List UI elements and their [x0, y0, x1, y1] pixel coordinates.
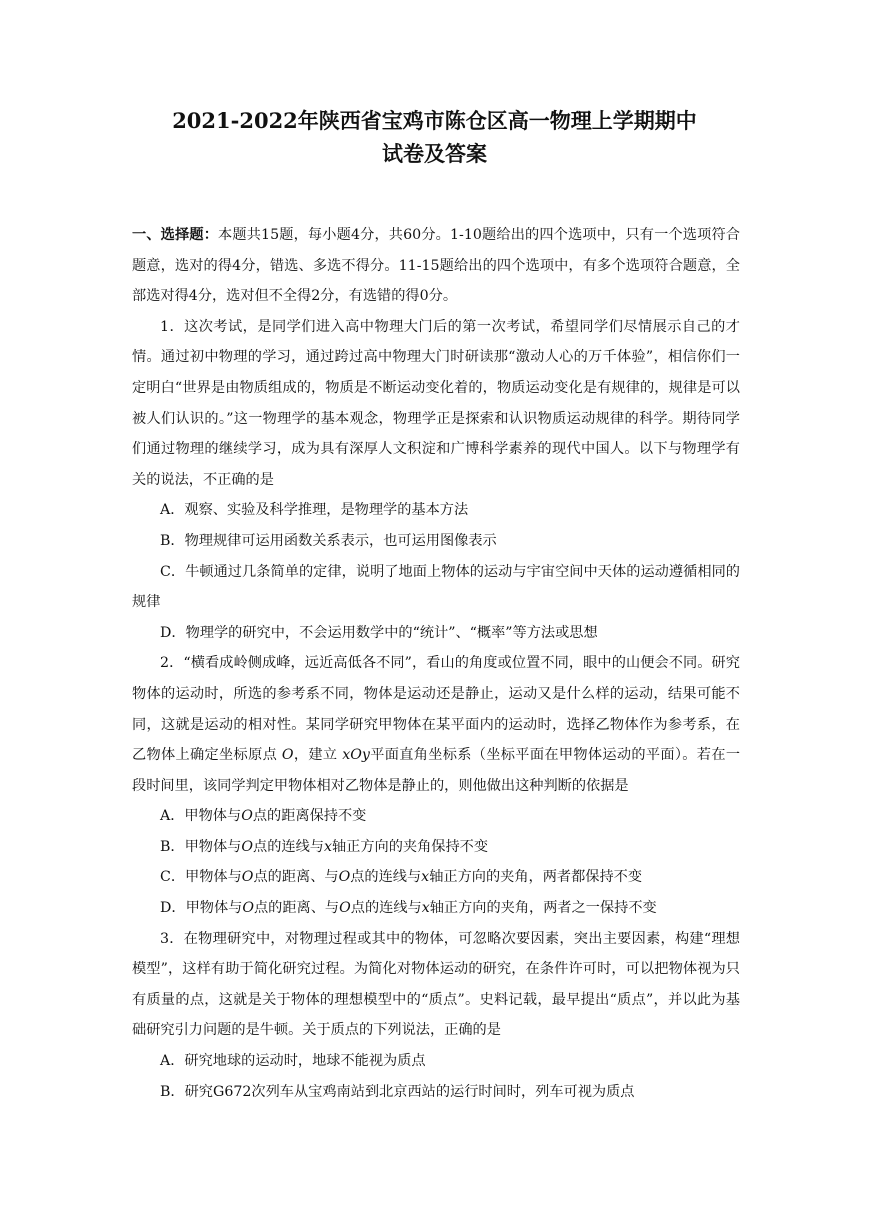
q2-stem-part-a: 2．“横看成岭侧成峰，远近高低各不同”，看山的角度或位置不同，眼中的山便会不同。研究物体的运动时，所选的参考系不同，物体是运动还是静止，运动又是什么样的运动，结果可能不同，这就是运动的相对性。某同学研究甲物体在某平面内的运动时，选择乙物体作为参考系，在乙物体上确定坐标原点 — [132, 655, 740, 764]
q2-d-part-2: 点的距离、与 — [253, 900, 340, 917]
q2-a-origin: O — [241, 808, 253, 825]
q2-d-origin-1: O — [242, 900, 254, 917]
q2-b-part-1: B．甲物体与 — [160, 838, 242, 855]
q2-stem-part-b: ，建立 — [293, 747, 343, 764]
question-3-option-a: A．研究地球的运动时，地球不能视为质点 — [160, 1053, 426, 1070]
q2-d-part-3: 点的连线与 — [350, 900, 422, 917]
q2-c-part-2: 点的距离、与 — [253, 869, 339, 886]
q2-d-x-symbol: x — [421, 900, 430, 917]
question-2-option-d — [132, 893, 740, 924]
question-3-stem: 3．在物理研究中，对物理过程或其中的物体，可忽略次要因素，突出主要因素，构建“理想模型”，这样有助于简化研究过程。为简化对物体运动的研究，在条件许可时，可以把物体视为只有质量的点，这就是关于物体的理想模型中的“质点”。史料记载，最早提出“质点”，并以此为基础研究引力问题的是牛顿。关于质点的下列说法，正确的是 — [132, 930, 740, 1039]
q2-plane-symbol: xOy — [342, 747, 370, 764]
q2-b-part-3: 轴正方向的夹角保持不变 — [331, 838, 489, 855]
question-3-option-b: B．研究G672次列车从宝鸡南站到北京西站的运行时间时，列车可视为质点 — [160, 1083, 635, 1100]
q2-b-x-symbol: x — [323, 838, 332, 855]
question-2-option-b — [132, 832, 740, 863]
section-1-intro — [132, 220, 740, 312]
question-2-option-a — [132, 801, 740, 832]
q2-a-part-1: A．甲物体与 — [160, 808, 242, 825]
q2-origin-symbol: O — [281, 747, 294, 764]
q2-c-part-1: C．甲物体与 — [160, 869, 242, 886]
question-1-option-c: C．牛顿通过几条简单的定律，说明了地面上物体的运动与宇宙空间中天体的运动遵循相同的规律 — [132, 563, 740, 611]
document-title — [132, 104, 737, 170]
q2-c-x-symbol: x — [421, 869, 430, 886]
question-1-option-b: B．物理规律可运用函数关系表示，也可运用图像表示 — [160, 532, 497, 549]
title-line-2: 试卷及答案 — [382, 141, 487, 166]
document-body — [132, 220, 740, 1107]
q2-b-origin: O — [241, 838, 254, 855]
q2-d-origin-2: O — [339, 900, 351, 917]
q2-a-part-2: 点的距离保持不变 — [252, 808, 367, 825]
q2-c-origin-1: O — [241, 869, 254, 886]
q2-c-origin-2: O — [338, 869, 351, 886]
question-1-stem: 1．这次考试，是同学们进入高中物理大门后的第一次考试，希望同学们尽情展示自己的才情。通过初中物理的学习，通过跨过高中物理大门时研读那“激动人心的万千体验”，相信你们一定明白“世界是由物质组成的，物质是不断运动变化着的，物质运动变化是有规律的，规律是可以被人们认识的。”这一物理学的基本观念，物理学正是探索和认识物质运动规律的科学。期待同学们通过物理的继续学习，成为具有深厚人文积淀和广博科学素养的现代中国人。以下与物理学有关的说法，不正确的是 — [132, 318, 740, 488]
question-2-stem — [132, 648, 740, 801]
q2-d-part-1: D．甲物体与 — [160, 900, 243, 917]
question-1-option-a: A．观察、实验及科学推理，是物理学的基本方法 — [160, 502, 469, 519]
q2-c-part-3: 点的连线与 — [350, 869, 422, 886]
q2-d-part-4: 轴正方向的夹角，两者之一保持不变 — [429, 900, 657, 917]
q2-b-part-2: 点的连线与 — [253, 838, 324, 855]
q2-stem-part-c: 平面直角坐标系（坐标平面在甲物体运动的平面）。若在一段时间里，该同学判定甲物体相对乙物体是静止的，则他做出这种判断的依据是 — [132, 747, 741, 794]
title-line-1: 2021-2022年陕西省宝鸡市陈仓区高一物理上学期期中 — [172, 108, 697, 133]
q2-c-part-4: 轴正方向的夹角，两者都保持不变 — [429, 869, 643, 886]
question-2-option-c — [132, 862, 740, 893]
question-1-option-d: D．物理学的研究中，不会运用数学中的“统计”、“概率”等方法或思想 — [160, 624, 598, 641]
section-1-instructions: 本题共15题，每小题4分，共60分。1-10题给出的四个选项中，只有一个选项符合题意，选对的得4分，错选、多选不得分。11-15题给出的四个选项中，有多个选项符合题意，全部选对得4分，选对但不全得2分，有选错的得0分。 — [132, 227, 740, 305]
section-1-heading: 一、选择题： — [132, 227, 219, 243]
